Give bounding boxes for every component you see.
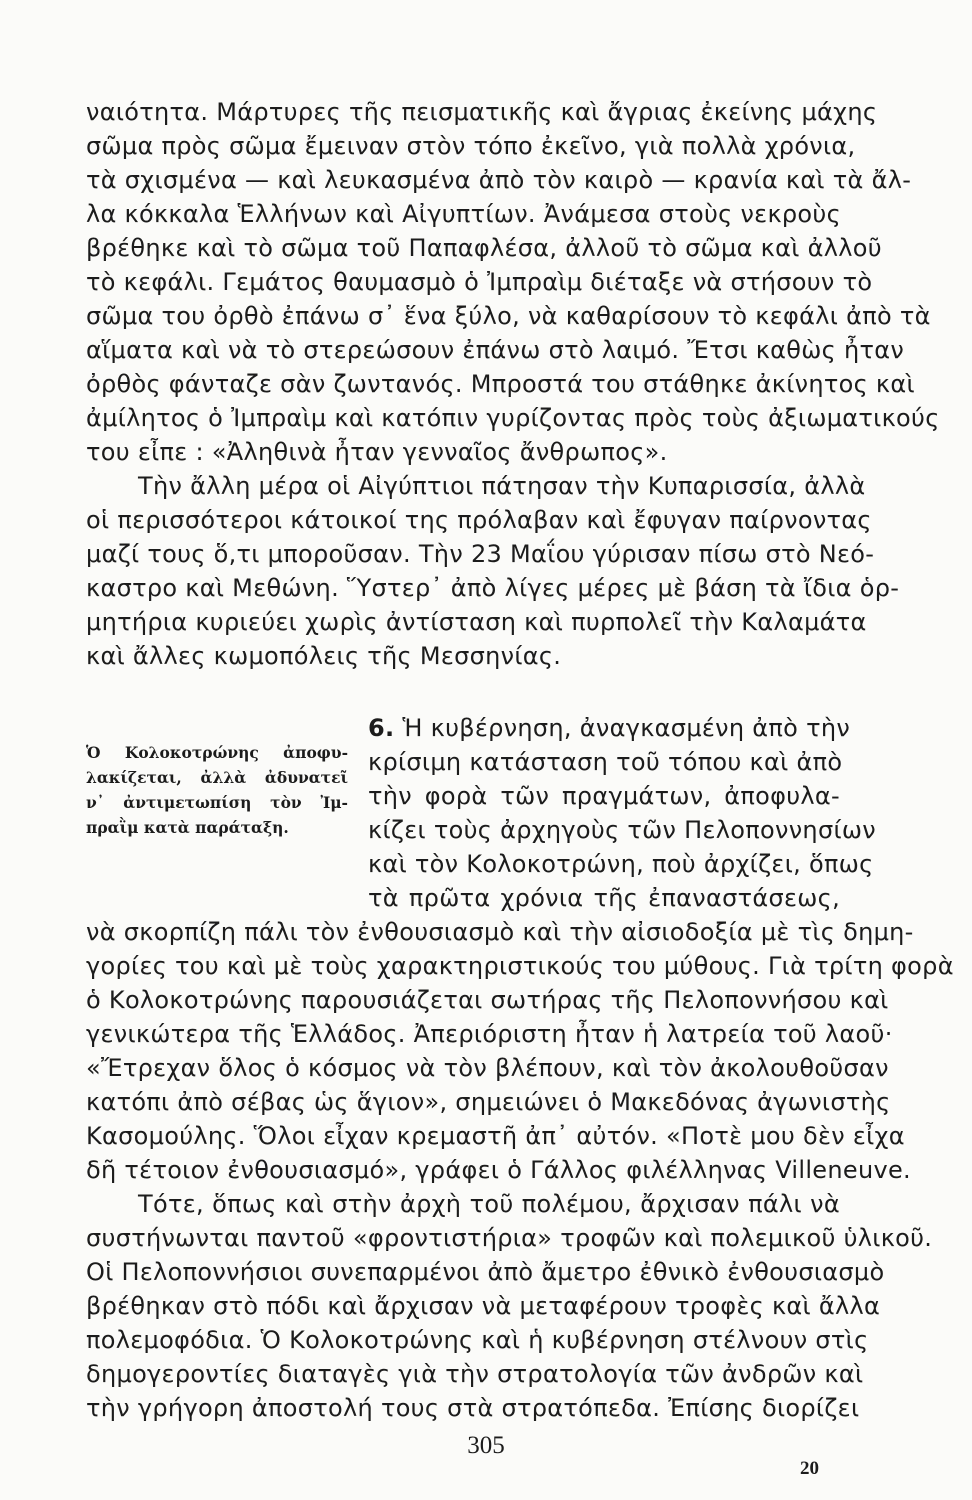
text-line: δῆ τέτοιον ἐνθουσιασμό», γράφει ὁ Γάλλος φιλέλληνας Villeneuve. [86,1156,911,1184]
text-line: Τότε, ὅπως καὶ στὴν ἀρχὴ τοῦ πολέμου, ἄρχισαν πάλι νὰ [138,1190,840,1218]
text-line: Κασομούλης. Ὅλοι εἶχαν κρεμαστῆ ἀπ᾿ αὐτόν. «Ποτὲ μου δὲν εἶχα [86,1122,905,1150]
section-heading-line [368,713,851,743]
text-line: τὰ σχισμένα — καὶ λευκασμένα ἀπὸ τὸν καιρὸ — κρανία καὶ τὰ ἄλ- [86,166,912,194]
page-number: 305 [467,1432,505,1459]
text-line: βρέθηκαν στὸ πόδι καὶ ἄρχισαν νὰ μεταφέρουν τροφὲς καὶ ἄλλα [86,1292,881,1320]
text-line: Τὴν ἄλλη μέρα οἱ Αἰγύπτιοι πάτησαν τὴν Κυπαρισσία, ἀλλὰ [138,472,866,500]
text-line: καὶ τὸν Κολοκοτρώνη, ποὺ ἀρχίζει, ὅπως [368,850,874,878]
text-line: δημογεροντίες διαταγὲς γιὰ τὴν στρατολογία τῶν ἀνδρῶν καὶ [86,1360,864,1388]
text-line: νὰ σκορπίζη πάλι τὸν ἐνθουσιασμὸ καὶ τὴν αἰσιοδοξία μὲ τὶς δημη- [86,918,914,946]
text-line: ὀρθὸς φάνταζε σὰν ζωντανός. Μπροστά του στάθηκε ἀκίνητος καὶ [86,370,915,398]
text-line: τὰ πρῶτα χρόνια τῆς ἐπαναστάσεως, [368,884,840,912]
text-line: οἱ περισσότεροι κάτοικοί της πρόλαβαν καὶ ἔφυγαν παίρνοντας [86,506,872,534]
text-line: «Ἔτρεχαν ὅλος ὁ κόσμος νὰ τὸν βλέπουν, καὶ τὸν ἀκολουθοῦσαν [86,1054,889,1082]
text-line: αἵματα καὶ νὰ τὸ στερεώσουν ἐπάνω στὸ λαιμό. Ἔτσι καθὼς ἦταν [86,336,905,364]
text-line: μαζί τους ὅ,τι μποροῦσαν. Τὴν 23 Μαΐου γύρισαν πίσω στὸ Νεό- [86,540,875,568]
text-line: κρίσιμη κατάσταση τοῦ τόπου καὶ ἀπὸ [368,748,843,776]
text-line: σῶμα του ὀρθὸ ἐπάνω σ᾿ ἕνα ξύλο, νὰ καθαρίσουν τὸ κεφάλι ἀπὸ τὰ [86,302,931,330]
text-line: τὴν φορὰ τῶν πραγμάτων, ἀποφυλα- [368,782,840,810]
signature-mark: 20 [800,1458,819,1479]
text-line: κατόπι ἀπὸ σέβας ὡς ἅγιον», σημειώνει ὁ Μακεδόνας ἀγωνιστὴς [86,1088,891,1116]
section-number: 6. [368,714,395,742]
text-line: ναιότητα. Μάρτυρες τῆς πεισματικῆς καὶ ἄγριας ἐκείνης μάχης [86,98,878,126]
text-line: του εἶπε : «Ἀληθινὰ ἦταν γενναῖος ἄνθρωπος». [86,438,668,466]
margin-note-line: ν᾿ ἀντιμετωπίση τὸν Ἰμ- [86,793,348,812]
text-line: σῶμα πρὸς σῶμα ἔμειναν στὸν τόπο ἐκεῖνο, γιὰ πολλὰ χρόνια, [86,132,856,160]
text-line: καὶ ἄλλες κωμοπόλεις τῆς Μεσσηνίας. [86,642,562,670]
text-line: ὁ Κολοκοτρώνης παρουσιάζεται σωτήρας τῆς Πελοποννήσου καὶ [86,986,889,1014]
text-line: μητήρια κυριεύει χωρὶς ἀντίσταση καὶ πυρπολεῖ τὴν Καλαμάτα [86,608,867,636]
section-first-text: Ἡ κυβέρνηση, ἀναγκασμένη ἀπὸ τὴν [402,714,851,742]
text-line: Οἱ Πελοποννήσιοι συνεπαρμένοι ἀπὸ ἄμετρο ἐθνικὸ ἐνθουσιασμὸ [86,1258,885,1286]
margin-note-line: λακίζεται, ἀλλὰ ἀδυνατεῖ [86,768,348,787]
margin-note-line: Ὁ Κολοκοτρώνης ἀποφυ- [86,743,348,762]
text-line: συστήνωνται παντοῦ «φροντιστήρια» τροφῶν καὶ πολεμικοῦ ὑλικοῦ. [86,1224,933,1252]
text-line: ἀμίλητος ὁ Ἰμπραὶμ καὶ κατόπιν γυρίζοντας πρὸς τοὺς ἀξιωματικούς [86,404,940,432]
text-line: λα κόκκαλα Ἑλλήνων καὶ Αἰγυπτίων. Ἀνάμεσα στοὺς νεκροὺς [86,200,841,228]
text-line: βρέθηκε καὶ τὸ σῶμα τοῦ Παπαφλέσα, ἀλλοῦ τὸ σῶμα καὶ ἀλλοῦ [86,234,882,262]
margin-note-line: πραῒμ κατὰ παράταξη. [86,818,289,837]
text-line: τὴν γρήγορη ἀποστολή τους στὰ στρατόπεδα. Ἐπίσης διορίζει [86,1394,860,1422]
text-line: καστρο καὶ Μεθώνη. Ὕστερ᾿ ἀπὸ λίγες μέρες μὲ βάση τὰ ἴδια ὁρ- [86,574,900,602]
text-line: γενικώτερα τῆς Ἑλλάδος. Ἀπεριόριστη ἦταν ἡ λατρεία τοῦ λαοῦ· [86,1020,893,1048]
text-line: κίζει τοὺς ἀρχηγοὺς τῶν Πελοποννησίων [368,816,876,844]
text-line: γορίες του καὶ μὲ τοὺς χαρακτηριστικούς του μύθους. Γιὰ τρίτη φορὰ [86,952,954,980]
text-line: πολεμοφόδια. Ὁ Κολοκοτρώνης καὶ ἡ κυβέρνηση στέλνουν στὶς [86,1326,869,1354]
text-line: τὸ κεφάλι. Γεμάτος θαυμασμὸ ὁ Ἰμπραὶμ διέταξε νὰ στήσουν τὸ [86,268,873,296]
